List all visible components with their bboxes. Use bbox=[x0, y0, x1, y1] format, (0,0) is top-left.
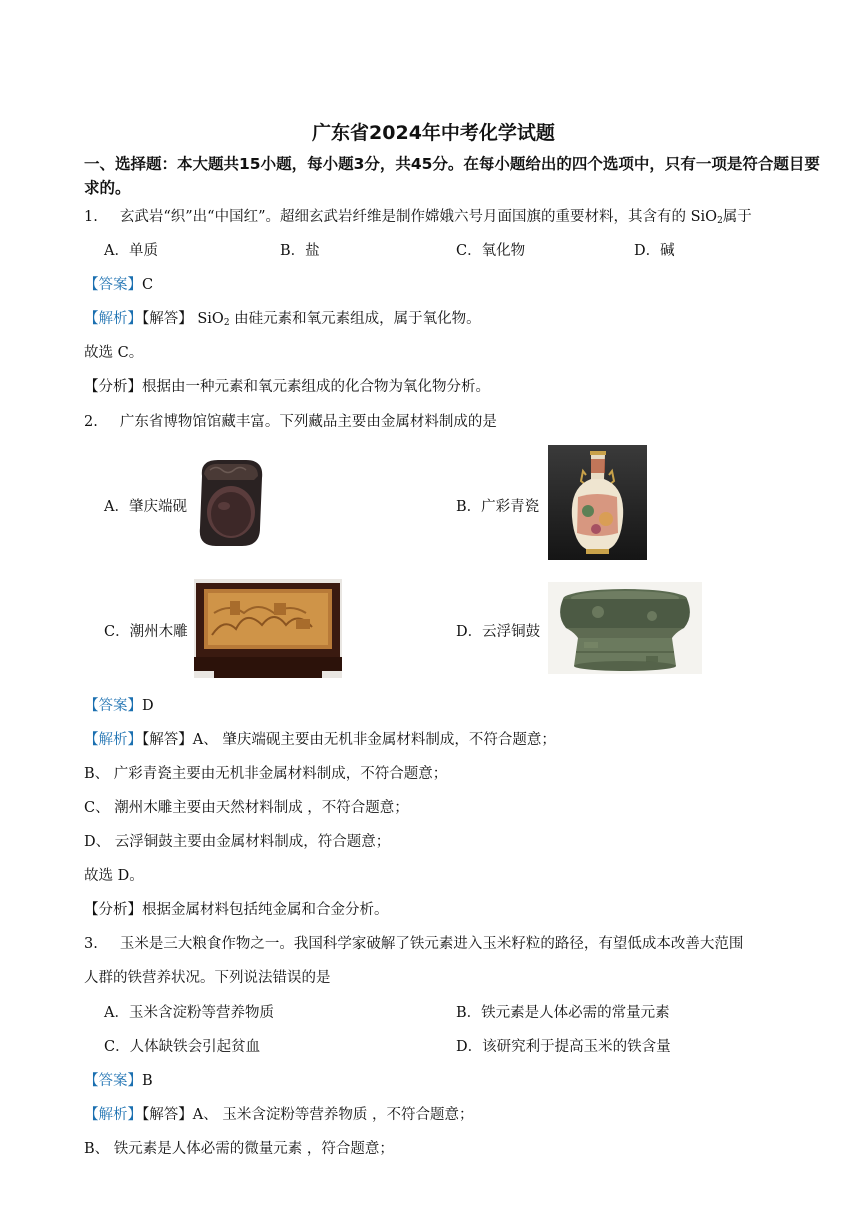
solution-text: SiO bbox=[192, 311, 224, 327]
question-1 bbox=[84, 205, 752, 226]
question-stem-line2: 人群的铁营养状况。下列说法错误的是 bbox=[84, 970, 331, 986]
solution-text: A、 玉米含淀粉等营养物质 ，不符合题意； bbox=[192, 1107, 474, 1123]
vase-image bbox=[548, 445, 647, 560]
answer-line bbox=[84, 1069, 153, 1090]
question-stem: 玉米是三大粮食作物之一。我国科学家破解了铁元素进入玉米籽粒的路径，有望低成本改善大范围 bbox=[119, 936, 744, 952]
option-a: A．单质 bbox=[104, 243, 158, 259]
solution-line bbox=[84, 307, 481, 328]
question-2 bbox=[84, 410, 497, 431]
answer-value: D bbox=[142, 698, 154, 714]
question-3 bbox=[84, 932, 743, 953]
option-c: C．人体缺铁会引起贫血 bbox=[104, 1039, 261, 1055]
conclusion: 故选 C。 bbox=[84, 345, 144, 361]
answer-label: 【答案】 bbox=[84, 1073, 142, 1089]
option-a: A．肇庆端砚 bbox=[104, 499, 187, 515]
analysis-text: 根据由一种元素和氧元素组成的化合物为氧化物分析。 bbox=[142, 379, 490, 395]
solution-text: A、 肇庆端砚主要由无机非金属材料制成，不符合题意； bbox=[192, 732, 556, 748]
solution-label: 【解答】 bbox=[142, 732, 193, 748]
option-d: D．云浮铜鼓 bbox=[456, 624, 541, 640]
answer-value: C bbox=[142, 277, 154, 293]
solution-line bbox=[84, 728, 556, 749]
solution-b: B、 铁元素是人体必需的微量元素 ，符合题意； bbox=[84, 1141, 394, 1157]
question-number: 1. bbox=[84, 209, 98, 225]
option-d: D．碱 bbox=[634, 243, 675, 259]
question-stem: 广东省博物馆馆藏丰富。下列藏品主要由金属材料制成的是 bbox=[119, 414, 497, 430]
page-title: 广东省2024年中考化学试题 bbox=[312, 122, 555, 144]
fenxi-label: 【分析】 bbox=[84, 379, 142, 395]
subscript: 2 bbox=[717, 216, 723, 226]
analysis-label: 【解析】 bbox=[84, 311, 142, 327]
option-c: C．潮州木雕 bbox=[104, 624, 188, 640]
solution-c: C、 潮州木雕主要由天然材料制成 ，不符合题意； bbox=[84, 800, 409, 816]
bronze-drum-image bbox=[548, 582, 702, 674]
analysis-line bbox=[84, 375, 490, 396]
analysis-text: 根据金属材料包括纯金属和合金分析。 bbox=[142, 902, 389, 918]
question-stem: 玄武岩“织”出“中国红”。超细玄武岩纤维是制作嫦娥六号月面国旗的重要材料，其含有的 SiO bbox=[119, 209, 718, 225]
solution-label: 【解答】 bbox=[142, 1107, 193, 1123]
answer-line bbox=[84, 273, 153, 294]
question-stem-end: 属于 bbox=[722, 209, 752, 225]
solution-line bbox=[84, 1103, 473, 1124]
option-d: D．该研究利于提高玉米的铁含量 bbox=[456, 1039, 671, 1055]
answer-label: 【答案】 bbox=[84, 277, 142, 293]
analysis-label: 【解析】 bbox=[84, 1107, 142, 1123]
analysis-label: 【解析】 bbox=[84, 732, 142, 748]
solution-label: 【解答】 bbox=[142, 311, 193, 327]
answer-line bbox=[84, 694, 154, 715]
option-b: B．广彩青瓷 bbox=[456, 499, 540, 515]
analysis-line bbox=[84, 898, 389, 919]
subscript: 2 bbox=[223, 318, 230, 328]
solution-d: D、 云浮铜鼓主要由金属材料制成，符合题意； bbox=[84, 834, 391, 850]
option-b: B．盐 bbox=[280, 243, 320, 259]
question-number: 2. bbox=[84, 414, 98, 430]
option-a: A．玉米含淀粉等营养物质 bbox=[104, 1005, 274, 1021]
wood-carving-image bbox=[194, 579, 342, 678]
solution-b: B、 广彩青瓷主要由无机非金属材料制成，不符合题意； bbox=[84, 766, 448, 782]
answer-value: B bbox=[142, 1073, 153, 1089]
answer-label: 【答案】 bbox=[84, 698, 142, 714]
option-b: B．铁元素是人体必需的常量元素 bbox=[456, 1005, 670, 1021]
option-c: C．氧化物 bbox=[456, 243, 526, 259]
conclusion: 故选 D。 bbox=[84, 868, 144, 884]
inkstone-image bbox=[194, 454, 266, 550]
question-number: 3. bbox=[84, 936, 98, 952]
section-heading: 一、选择题：本大题共15小题，每小题3分，共45分。在每小题给出的四个选项中，只有一项是符合题目要求的。 bbox=[84, 155, 820, 197]
solution-text-end: 由硅元素和氧元素组成，属于氧化物。 bbox=[229, 311, 481, 327]
fenxi-label: 【分析】 bbox=[84, 902, 142, 918]
